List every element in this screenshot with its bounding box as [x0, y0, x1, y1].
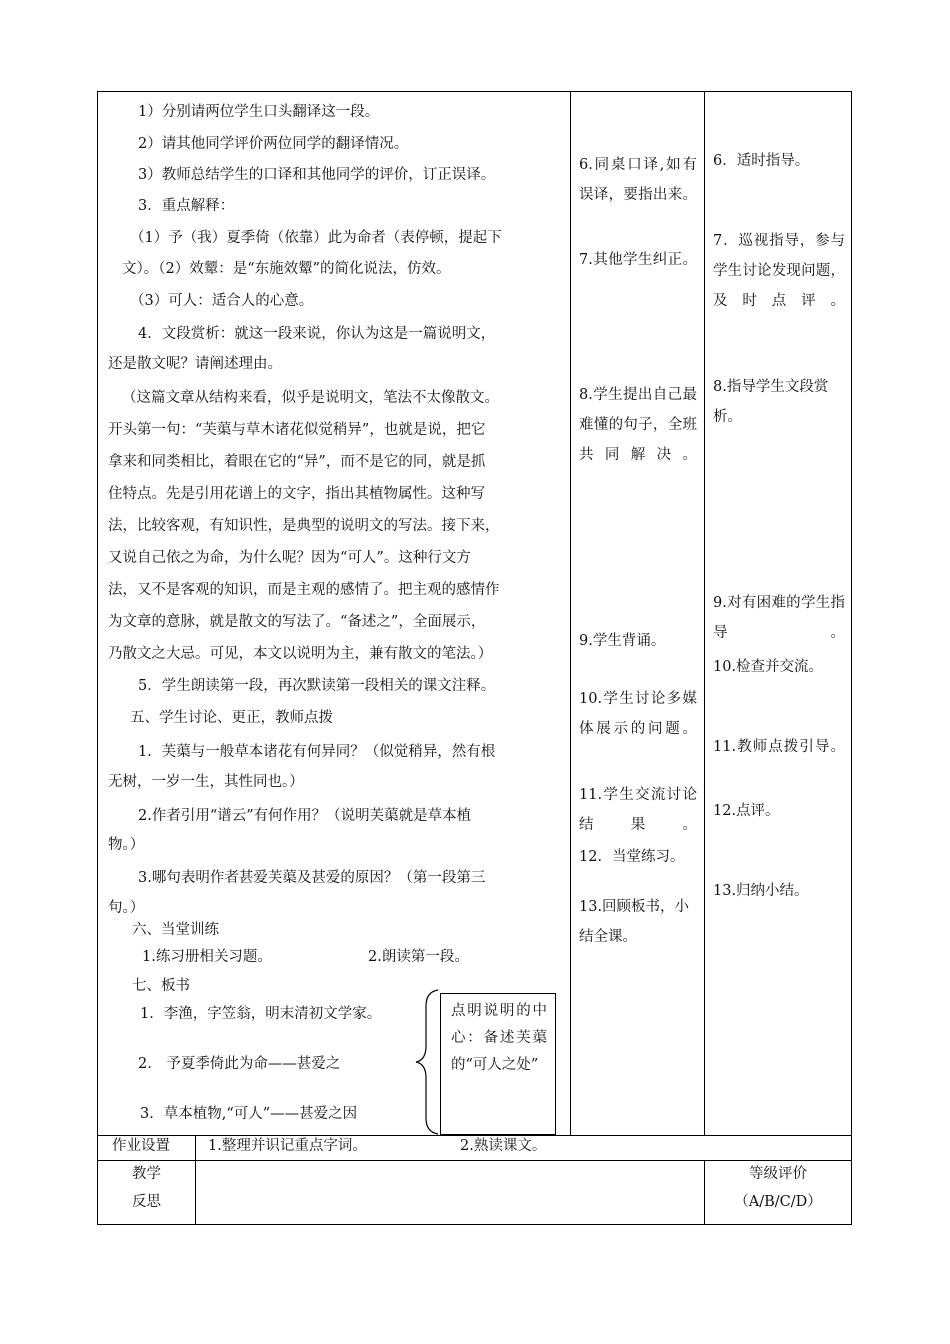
table-border-left	[97, 91, 98, 1225]
teacher-activity-item: 13.归纳小结。	[713, 883, 809, 899]
text-line: 为文章的意脉，就是散文的写法了。“备述之”，全面展示，	[108, 614, 486, 630]
student-activity-item: 6.同桌口译,如有误译，要指出来。	[579, 157, 697, 203]
text-line: 2）请其他同学评价两位同学的翻译情况。	[138, 136, 409, 152]
column-divider-2	[704, 91, 705, 1135]
text-line: 住特点。先是引用花谱上的文字，指出其植物属性。这种写	[108, 486, 485, 502]
board-summary-text: 点明说明的中心：备述芙蕖的“可人之处”	[451, 1003, 547, 1073]
text-line: 1．芙蕖与一般草本诸花有何异同？（似觉稍异，然有根	[138, 744, 496, 760]
table-border-top	[97, 91, 852, 92]
brace-icon	[412, 988, 442, 1136]
text-line: 2． 予夏季倚此为命——甚爱之	[138, 1056, 341, 1072]
grade-scale: （A/B/C/D）	[734, 1194, 822, 1210]
teacher-activity-item: 12.点评。	[713, 803, 780, 819]
text-line: 2.朗读第一段。	[368, 949, 469, 965]
text-line: 1）分别请两位学生口头翻译这一段。	[138, 104, 380, 120]
teacher-activity-item: 10.检查并交流。	[713, 659, 824, 675]
student-activity-item: 10.学生讨论多媒体展示的问题。	[579, 691, 697, 737]
reflection-label: 反思	[132, 1194, 161, 1210]
teacher-activity-item: 9.对有困难的学生指导。	[713, 595, 845, 641]
text-line: 法，又不是客观的知识，而是主观的感情了。把主观的感情作	[108, 582, 500, 598]
text-line: 句。）	[108, 900, 145, 916]
section-heading: 五、学生讨论、更正，教师点拨	[130, 710, 333, 726]
text-line: （这篇文章从结构来看，似乎是说明文，笔法不太像散文。	[122, 390, 499, 406]
section-heading: 七、板书	[132, 978, 190, 994]
student-activity-item: 11.学生交流讨论结果。	[579, 787, 697, 833]
reflection-label: 教学	[132, 1166, 161, 1182]
teacher-activity-item: 11.教师点拨引导。	[713, 739, 845, 755]
label-column-divider	[195, 1135, 196, 1225]
text-line: 法，比较客观，有知识性，是典型的说明文的写法。接下来，	[108, 518, 500, 534]
teacher-activity-item: 7．巡视指导，参与学生讨论发现问题，及时点评。	[713, 233, 845, 309]
text-line: 1．李渔，字笠翁，明末清初文学家。	[140, 1006, 382, 1022]
row-divider-reflection	[97, 1160, 852, 1161]
text-line: 还是散文呢？请阐述理由。	[108, 356, 282, 372]
text-line: 开头第一句：“芙蕖与草木诸花似觉稍异”，也就是说，把它	[108, 422, 486, 438]
teacher-activity-item: 6．适时指导。	[713, 153, 810, 169]
student-activity-item: 8.学生提出自己最难懂的句子，全班共同解决。	[579, 387, 697, 463]
text-line: （1）予（我）夏季倚（依靠）此为命者（表停顿，提起下	[130, 230, 502, 246]
table-border-bottom	[97, 1224, 852, 1225]
text-line: 2.作者引用“谱云”有何作用？（说明芙蕖就是草本植	[138, 808, 472, 824]
text-line: 5．学生朗读第一段，再次默读第一段相关的课文注释。	[138, 678, 496, 694]
text-line: 拿来和同类相比，着眼在它的“异”，而不是它的同，就是抓	[108, 454, 486, 470]
homework-item: 2.熟读课文。	[460, 1138, 547, 1154]
text-line: （3）可人：适合人的心意。	[130, 293, 314, 309]
text-line: 文）。（2）效颦：是“东施效颦”的简化说法，仿效。	[122, 261, 451, 277]
text-line: 物。）	[108, 837, 145, 853]
homework-label: 作业设置	[112, 1138, 170, 1154]
text-line: 3）教师总结学生的口译和其他同学的评价，订正误译。	[138, 167, 496, 183]
text-line: 4．文段赏析：就这一段来说，你认为这是一篇说明文，	[138, 326, 496, 342]
text-line: 3．重点解释：	[138, 198, 235, 214]
teacher-activity-item: 8.指导学生文段赏析。	[713, 379, 829, 425]
text-line: 1.练习册相关习题。	[142, 949, 272, 965]
student-activity-item: 7.其他学生纠正。	[579, 252, 697, 268]
section-heading: 六、当堂训练	[132, 922, 219, 938]
text-line: 3.哪句表明作者甚爱芙蕖及甚爱的原因？（第一段第三	[138, 870, 486, 886]
text-line: 无树，一岁一生，其性同也。）	[108, 774, 304, 790]
table-border-right	[851, 91, 852, 1225]
student-activity-item: 12．当堂练习。	[579, 849, 685, 865]
board-summary-box	[440, 993, 556, 1135]
text-line: 3．草本植物,“可人”——甚爱之因	[140, 1106, 358, 1122]
column-divider-1	[570, 91, 571, 1135]
grade-label: 等级评价	[749, 1166, 807, 1182]
student-activity-item: 9.学生背诵。	[579, 633, 666, 649]
homework-item: 1.整理并识记重点字词。	[208, 1138, 367, 1154]
text-line: 又说自己依之为命，为什么呢？因为“可人”。这种行文方	[108, 550, 471, 566]
text-line: 乃散文之大忌。可见，本文以说明为主，兼有散文的笔法。）	[108, 646, 493, 662]
student-activity-item: 13.回顾板书，小结全课。	[579, 899, 690, 945]
